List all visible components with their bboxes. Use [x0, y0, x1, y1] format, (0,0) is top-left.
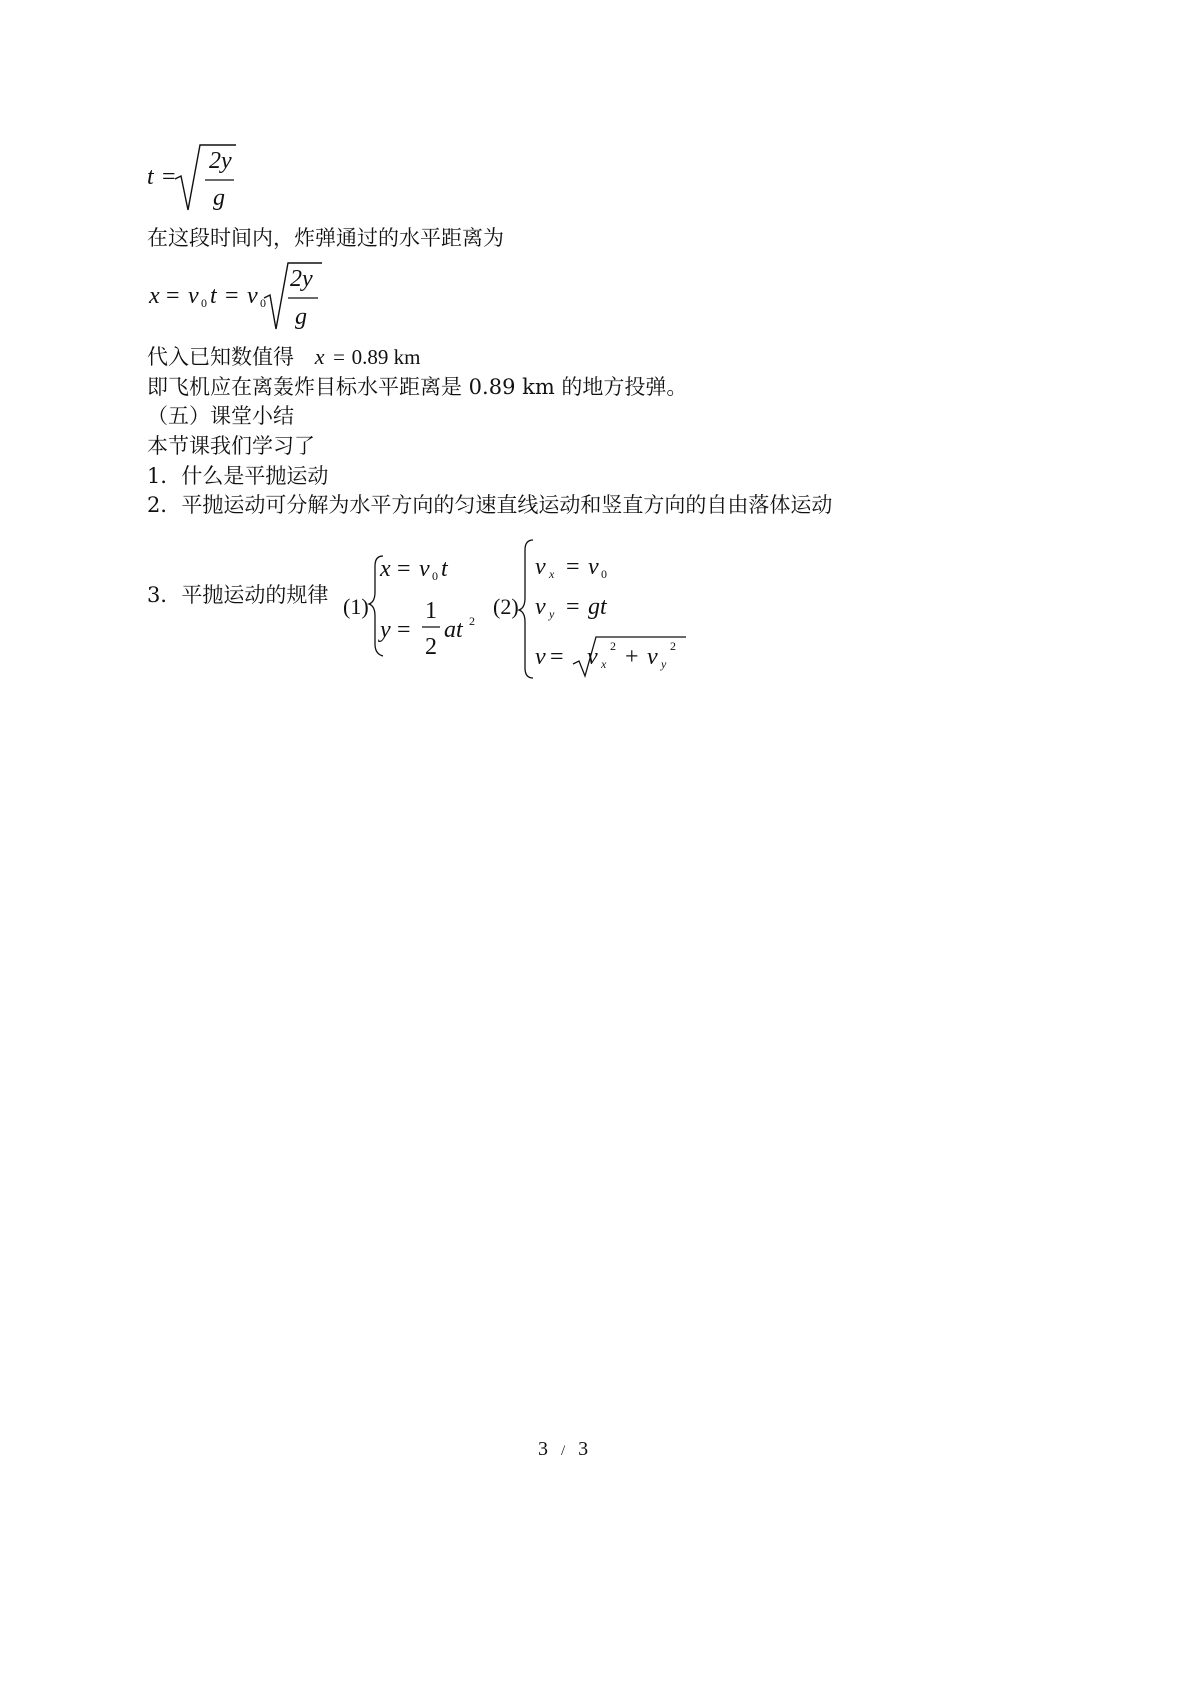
s5-plus: + — [625, 644, 639, 670]
s3-sub2: 0 — [601, 567, 607, 581]
s5-a: v — [587, 644, 598, 670]
eq2-numerator: 2y — [290, 266, 313, 292]
group-1-label: (1) — [343, 594, 369, 619]
s2-eq: = — [397, 617, 411, 643]
substitution-value: 0.89 km — [351, 345, 421, 369]
eq2-x: x — [149, 283, 160, 309]
eq2-sub02: 0 — [260, 296, 266, 310]
eq1-denominator: g — [213, 185, 225, 211]
s2-at: at — [444, 617, 463, 643]
s2-denominator: 2 — [425, 634, 437, 660]
s4-eq: = — [566, 594, 580, 620]
page-number — [538, 1438, 588, 1461]
s5-v: v — [535, 644, 546, 670]
s2-y: y — [380, 617, 391, 643]
summary-intro: 本节课我们学习了 — [147, 434, 315, 458]
substitution-equals: = — [333, 345, 345, 369]
substitution-x: x — [314, 344, 325, 369]
eq1-equals: = — [162, 164, 176, 190]
s1-x: x — [380, 556, 391, 582]
eq1-lhs: t — [147, 164, 154, 190]
s5-bsub: y — [661, 657, 667, 671]
s5-radical — [573, 637, 686, 676]
s5-eq: = — [550, 644, 564, 670]
s5-bsup: 2 — [670, 639, 676, 653]
s2-numerator: 1 — [425, 598, 437, 624]
s3-sub: x — [549, 567, 555, 581]
s1-v: v — [419, 556, 430, 582]
eq2-t: t — [210, 283, 217, 309]
eq2-sub0: 0 — [201, 296, 207, 310]
s3-v: v — [535, 554, 546, 580]
s2-sup: 2 — [469, 614, 475, 628]
brace-2 — [519, 540, 533, 678]
summary-point-1: 1．什么是平抛运动 — [147, 464, 329, 488]
eq1-numerator: 2y — [209, 148, 232, 174]
s4-v: v — [535, 594, 546, 620]
eq2-v: v — [188, 283, 199, 309]
brace-1 — [369, 556, 383, 656]
text-conclusion: 即飞机应在离轰炸目标水平距离是 0.89 km 的地方投弹。 — [147, 375, 688, 399]
s5-asup: 2 — [610, 639, 616, 653]
eq2-eq2: = — [225, 283, 239, 309]
s5-b: v — [647, 644, 658, 670]
s4-sub: y — [549, 607, 555, 621]
substitution-prefix: 代入已知数值得 — [147, 345, 294, 369]
s1-eq: = — [397, 556, 411, 582]
text-horizontal-distance: 在这段时间内，炸弹通过的水平距离为 — [147, 226, 504, 250]
page-total: 3 — [578, 1438, 589, 1460]
s5-asub: x — [601, 657, 607, 671]
s1-sub: 0 — [432, 569, 438, 583]
section-heading: （五）课堂小结 — [147, 404, 294, 428]
eq2-v2: v — [247, 283, 258, 309]
group-2-label: (2) — [493, 594, 519, 619]
eq2-denominator: g — [295, 304, 307, 330]
summary-point-2: 2．平抛运动可分解为水平方向的匀速直线运动和竖直方向的自由落体运动 — [147, 493, 833, 517]
s3-v2: v — [588, 554, 599, 580]
s4-rhs: gt — [588, 594, 607, 620]
s3-eq: = — [566, 554, 580, 580]
s1-t: t — [441, 556, 448, 582]
page-separator: / — [561, 1443, 566, 1459]
page-current: 3 — [538, 1438, 548, 1460]
summary-point-3: 3．平抛运动的规律 — [147, 583, 329, 607]
eq2-eq1: = — [166, 283, 180, 309]
